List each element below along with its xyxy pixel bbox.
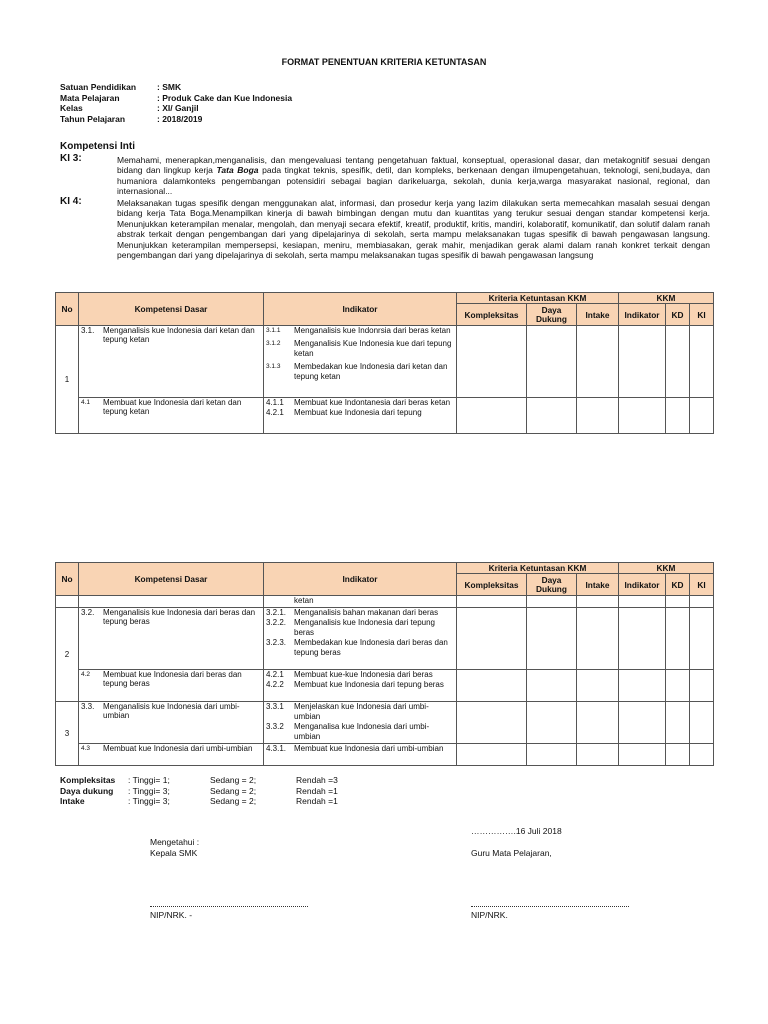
header-daya-dukung: Daya Dukung xyxy=(527,574,577,596)
signature-date: …………….16 Juli 2018 xyxy=(471,826,562,836)
indikator-cell xyxy=(264,702,457,744)
indikator-text: Membedakan kue Indonesia dari ketan dan tepung ketan xyxy=(294,362,448,381)
document-title: FORMAT PENENTUAN KRITERIA KETUNTASAN xyxy=(281,57,487,67)
kd-cell xyxy=(79,326,264,398)
empty-cell xyxy=(457,326,527,398)
legend-row xyxy=(60,775,338,786)
indikator-number: 4.1.1 xyxy=(266,398,284,407)
empty-cell xyxy=(690,608,714,670)
empty-cell xyxy=(666,398,690,434)
empty-cell xyxy=(619,702,666,744)
empty-cell xyxy=(577,398,619,434)
indikator-number: 3.2.1. xyxy=(266,608,287,617)
empty-cell xyxy=(577,326,619,398)
kd-number: 3.1. xyxy=(81,326,95,335)
ki3-text-part: pada tingkat teknis, spesifik, detil, dan kompleks, berkenaan dengan ilmupengetahuan, teknologi, seni,budaya, dan humaniora dalamkonteks pengembangan potensidiri sebagai bagian darikeluarga, sekolah, dunia kerja,warga masyarakat nasional, regional, dan internasional... xyxy=(117,165,710,197)
indikator-cell xyxy=(264,744,457,766)
kkm-table-1 xyxy=(55,292,714,434)
ki3-label: KI 3: xyxy=(60,153,82,164)
indikator-text: Menganalisis bahan makanan dari beras xyxy=(294,608,439,617)
header-kkm: KKM xyxy=(619,563,714,574)
empty-cell xyxy=(457,596,527,608)
empty-cell xyxy=(577,744,619,766)
row-number: 2 xyxy=(56,608,79,702)
header-kkm-indikator: Indikator xyxy=(619,304,666,326)
empty-cell xyxy=(690,670,714,702)
header-kompleksitas: Kompleksitas xyxy=(457,574,527,596)
signature-left-line2: Kepala SMK xyxy=(150,848,198,858)
header-kriteria: Kriteria Ketuntasan KKM xyxy=(457,563,619,574)
kd-number: 3.2. xyxy=(81,608,95,617)
identity-row xyxy=(60,103,292,114)
empty-cell xyxy=(666,670,690,702)
indikator-text: Membedakan kue Indonesia dari beras dan tepung beras xyxy=(294,638,448,657)
empty-cell xyxy=(457,744,527,766)
indikator-text: Menganalisis Kue Indonesia kue dari tepung ketan xyxy=(294,339,452,358)
empty-cell xyxy=(666,608,690,670)
header-indikator: Indikator xyxy=(264,563,457,596)
kd-number: 3.3. xyxy=(81,702,95,711)
indikator-text: Menganalisa kue Indonesia dari umbi-umbian xyxy=(294,722,430,741)
empty-cell xyxy=(619,608,666,670)
identity-row xyxy=(60,114,292,125)
legend-label: Intake xyxy=(60,796,85,806)
indikator-number: 3.1.1 xyxy=(266,327,281,334)
empty-cell xyxy=(666,744,690,766)
indikator-number: 3.1.2 xyxy=(266,340,281,347)
indikator-text: ketan xyxy=(294,596,314,605)
kd-cell xyxy=(79,702,264,744)
empty-cell xyxy=(577,608,619,670)
header-kkm-kd: KD xyxy=(666,304,690,326)
empty-cell xyxy=(619,670,666,702)
legend-row xyxy=(60,786,338,797)
table-row xyxy=(56,744,714,766)
legend-value: : Tinggi= 1; xyxy=(128,775,170,785)
empty-cell xyxy=(79,596,264,608)
legend-block xyxy=(60,775,338,807)
kd-text: Menganalisis kue Indonesia dari umbi-umbian xyxy=(103,702,240,720)
empty-cell xyxy=(690,744,714,766)
header-intake: Intake xyxy=(577,574,619,596)
table-row xyxy=(56,608,714,670)
empty-cell xyxy=(527,398,577,434)
identity-label: Mata Pelajaran xyxy=(60,92,120,103)
indikator-cell xyxy=(264,608,457,670)
kd-cell xyxy=(79,744,264,766)
empty-cell xyxy=(666,702,690,744)
signature-left-line xyxy=(150,906,308,907)
empty-cell xyxy=(56,596,79,608)
empty-cell xyxy=(619,398,666,434)
table-row xyxy=(56,702,714,744)
empty-cell xyxy=(690,596,714,608)
kd-cell xyxy=(79,608,264,670)
header-kompleksitas: Kompleksitas xyxy=(457,304,527,326)
empty-cell xyxy=(690,326,714,398)
header-no: No xyxy=(56,563,79,596)
indikator-number: 3.1.3 xyxy=(266,363,281,370)
kd-text: Membuat kue Indonesia dari ketan dan tepung ketan xyxy=(103,398,242,416)
row-number: 3 xyxy=(56,702,79,766)
empty-cell xyxy=(666,596,690,608)
header-kkm-indikator: Indikator xyxy=(619,574,666,596)
legend-value: Sedang = 2; xyxy=(210,796,257,806)
empty-cell xyxy=(527,744,577,766)
header-kompetensi-dasar: Kompetensi Dasar xyxy=(79,563,264,596)
header-no: No xyxy=(56,293,79,326)
legend-label: Daya dukung xyxy=(60,785,114,796)
identity-label: Satuan Pendidikan xyxy=(60,82,137,92)
legend-value: Sedang = 2; xyxy=(210,775,257,785)
empty-cell xyxy=(527,608,577,670)
kd-text: Menganalisis kue Indonesia dari beras dan tepung beras xyxy=(103,608,256,626)
identity-value: : Produk Cake dan Kue Indonesia xyxy=(157,92,293,103)
kd-number: 4.2 xyxy=(81,671,91,678)
empty-cell xyxy=(457,608,527,670)
ki3-text-part: Memahami, menerapkan,menganalisis, dan mengevaluasi tentang pengetahuan faktual, konseptual, operasional dasar, dan metakognitif sesuai dengan bidang dan lingkup kerja xyxy=(117,155,710,176)
identity-label: Tahun Pelajaran xyxy=(60,113,126,124)
header-kriteria: Kriteria Ketuntasan KKM xyxy=(457,293,619,304)
indikator-number: 4.2.1 xyxy=(266,670,284,679)
legend-value: Sedang = 2; xyxy=(210,785,257,796)
kd-number: 4.3 xyxy=(81,745,91,752)
indikator-text: Menganalisis kue Indonesia dari tepung beras xyxy=(294,618,435,637)
kd-text: Membuat kue Indonesia dari beras dan tepung beras xyxy=(103,670,242,688)
header-indikator: Indikator xyxy=(264,293,457,326)
empty-cell xyxy=(577,596,619,608)
empty-cell xyxy=(619,596,666,608)
empty-cell xyxy=(527,670,577,702)
table-row xyxy=(56,596,714,608)
signature-right-line xyxy=(471,906,629,907)
indikator-text: Membuat kue Indonesia dari umbi-umbian xyxy=(294,744,444,753)
table-row xyxy=(56,398,714,434)
empty-cell xyxy=(690,702,714,744)
empty-cell xyxy=(577,702,619,744)
header-kompetensi-dasar: Kompetensi Dasar xyxy=(79,293,264,326)
indikator-number: 4.2.2 xyxy=(266,680,284,689)
signature-left-nip: NIP/NRK. - xyxy=(150,910,193,920)
signature-left-line1: Mengetahui : xyxy=(150,837,200,847)
indikator-number: 3.2.2. xyxy=(266,618,287,627)
kkm-table-2 xyxy=(55,562,714,766)
indikator-cell xyxy=(264,326,457,398)
identity-value: : 2018/2019 xyxy=(157,113,203,124)
signature-right-nip: NIP/NRK. xyxy=(471,910,508,920)
signature-right-line1: Guru Mata Pelajaran, xyxy=(471,848,552,858)
indikator-text: Membuat kue Indontanesia dari beras ketan xyxy=(294,398,451,407)
header-intake: Intake xyxy=(577,304,619,326)
kd-text: Membuat kue Indonesia dari umbi-umbian xyxy=(103,744,253,753)
empty-cell xyxy=(577,670,619,702)
indikator-text: Menganalisis kue Indonrsia dari beras ketan xyxy=(294,326,451,335)
empty-cell xyxy=(666,326,690,398)
identity-label: Kelas xyxy=(60,103,83,113)
legend-value: Rendah =1 xyxy=(296,785,338,796)
indikator-text: Membuat kue-kue Indonesia dari beras xyxy=(294,670,433,679)
indikator-text: Menjelaskan kue Indonesia dari umbi-umbian xyxy=(294,702,429,721)
legend-value: : Tinggi= 3; xyxy=(128,785,170,796)
identity-value: : XI/ Ganjil xyxy=(157,103,199,113)
indikator-number: 3.3.1 xyxy=(266,702,284,711)
empty-cell xyxy=(619,326,666,398)
ki3-text xyxy=(117,155,710,197)
indikator-number: 4.3.1. xyxy=(266,744,287,753)
kd-number: 4.1 xyxy=(81,399,91,406)
ki3-text-emphasis: Tata Boga xyxy=(216,165,259,176)
header-kkm-ki: KI xyxy=(690,304,714,326)
empty-cell xyxy=(619,744,666,766)
empty-cell xyxy=(457,670,527,702)
identity-row xyxy=(60,93,292,104)
indikator-cell xyxy=(264,596,457,608)
identity-block xyxy=(60,82,292,124)
table-row xyxy=(56,670,714,702)
indikator-text: Membuat kue Indonesia dari tepung beras xyxy=(294,680,444,689)
empty-cell xyxy=(527,702,577,744)
indikator-number: 3.2.3. xyxy=(266,638,287,647)
identity-value: : SMK xyxy=(157,82,182,92)
kompetensi-inti-heading: Kompetensi Inti xyxy=(60,141,136,152)
ki4-text: Melaksanakan tugas spesifik dengan menggunakan alat, informasi, dan prosedur kerja yang lazim dilakukan serta memecahkan masalah sesuai dengan bidang kerja Tata Boga.Menampilkan kinerja di bawah bimbingan dengan mutu dan kuantitas yang terukur sesuai dengan standar kompetensi kerja. Menunjukkan keterampilan menalar, mengolah, dan menyaji secara efektif, kreatif, produktif, kritis, mandiri, kolaboratif, komunikatif, dan solutif dalam ranah abstrak terkait dengan pengembangan dari yang dipelajarinya di sekolah, serta mampu melaksanakan tugas spesifik di bawah pengawasan langsung. Menunjukkan keterampilan mempersepsi, kesiapan, meniru, membiasakan, gerak mahir, menjadikan gerak alami dalam ranah konkret terkait dengan pengembangan dari yang dipelajarinya di sekolah, serta mampu melaksanakan tugas spesifik di bawah pengawasan langsung xyxy=(117,198,710,261)
legend-value: Rendah =1 xyxy=(296,796,338,806)
row-number: 1 xyxy=(56,326,79,434)
kd-cell xyxy=(79,670,264,702)
empty-cell xyxy=(457,702,527,744)
legend-value: Rendah =3 xyxy=(296,775,338,785)
header-kkm-ki: KI xyxy=(690,574,714,596)
kd-text: Menganalisis kue Indonesia dari ketan dan tepung ketan xyxy=(103,326,255,344)
legend-label: Kompleksitas xyxy=(60,775,116,785)
indikator-cell xyxy=(264,670,457,702)
indikator-text: Membuat kue Indonesia dari tepung xyxy=(294,408,422,417)
header-kkm: KKM xyxy=(619,293,714,304)
ki4-label: KI 4: xyxy=(60,196,82,207)
indikator-number: 4.2.1 xyxy=(266,408,284,417)
empty-cell xyxy=(690,398,714,434)
legend-row xyxy=(60,796,338,807)
header-kkm-kd: KD xyxy=(666,574,690,596)
indikator-number: 3.3.2 xyxy=(266,722,284,731)
table-row xyxy=(56,326,714,398)
header-daya-dukung: Daya Dukung xyxy=(527,304,577,326)
empty-cell xyxy=(527,326,577,398)
indikator-cell xyxy=(264,398,457,434)
empty-cell xyxy=(527,596,577,608)
kd-cell xyxy=(79,398,264,434)
legend-value: : Tinggi= 3; xyxy=(128,796,170,806)
empty-cell xyxy=(457,398,527,434)
identity-row xyxy=(60,82,292,93)
